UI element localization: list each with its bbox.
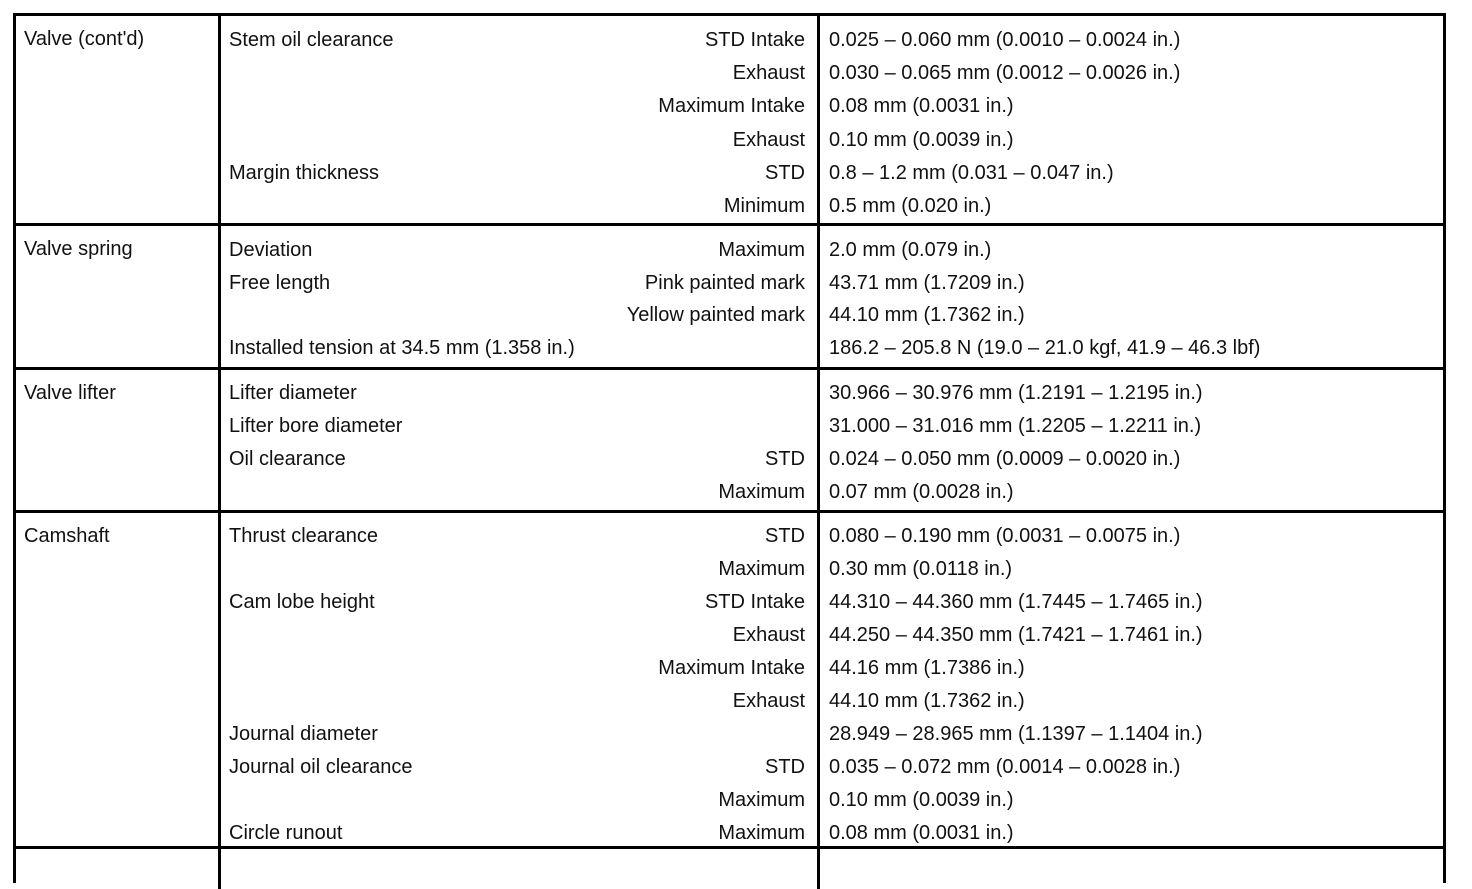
category-label: Valve lifter [24,382,116,404]
item-label: Margin thickness [229,161,380,184]
spec-row [16,90,1443,123]
spec-row [16,157,1443,190]
condition-label: Maximum [718,481,805,503]
spec-value: 0.035 – 0.072 mm (0.0014 – 0.0028 in.) [829,756,1181,778]
spec-value: 44.250 – 44.350 mm (1.7421 – 1.7461 in.) [829,624,1203,646]
condition-label: Maximum [718,239,805,261]
condition-label: Maximum [718,789,805,811]
item-label: Free length [229,271,331,294]
condition-label: Maximum Intake [658,95,805,118]
spec-row [16,57,1443,90]
condition-label: STD Intake [704,29,805,51]
spec-value: 0.10 mm (0.0039 in.) [829,789,1014,811]
spec-value: 30.966 – 30.976 mm (1.2191 – 1.2195 in.) [829,382,1203,404]
item-label: Thrust clearance [229,525,378,547]
spec-value: 44.310 – 44.360 mm (1.7445 – 1.7465 in.) [829,591,1203,613]
condition-label: Yellow painted mark [626,304,805,326]
spec-row [16,685,1443,718]
spec-row [16,443,1443,476]
item-label: Deviation [229,239,313,261]
spec-value: 44.16 mm (1.7386 in.) [829,657,1025,679]
item-label: Lifter bore diameter [229,415,403,437]
condition-label: Exhaust [732,624,805,646]
spec-value: 0.07 mm (0.0028 in.) [829,481,1014,503]
spec-row [16,784,1443,817]
spec-row [16,377,1443,410]
spec-value: 0.08 mm (0.0031 in.) [829,822,1014,844]
spec-row [16,267,1443,300]
spec-row [16,234,1443,267]
condition-label: STD [765,161,805,184]
spec-value: 44.10 mm (1.7362 in.) [829,690,1025,712]
spec-value: 44.10 mm (1.7362 in.) [829,304,1025,326]
spec-section [16,226,1443,370]
spec-value: 186.2 – 205.8 N (19.0 – 21.0 kgf, 41.9 – 46.3 lbf) [829,336,1261,359]
condition-label: Maximum [718,558,805,580]
item-label: Lifter diameter [229,382,357,404]
spec-value: 0.025 – 0.060 mm (0.0010 – 0.0024 in.) [829,29,1181,51]
spec-value: 0.5 mm (0.020 in.) [829,195,992,217]
spec-value: 28.949 – 28.965 mm (1.1397 – 1.1404 in.) [829,723,1203,745]
spec-row [16,817,1443,850]
condition-label: STD [765,448,805,470]
column-divider [817,849,820,889]
spec-row [16,586,1443,619]
item-label: Oil clearance [229,448,346,470]
spec-section [16,370,1443,513]
spec-row [16,190,1443,223]
condition-label: Maximum [718,822,805,844]
item-label: Journal diameter [229,723,378,745]
condition-label: Maximum Intake [658,657,805,679]
spec-row [16,652,1443,685]
spec-row [16,24,1443,57]
condition-label: Exhaust [732,62,805,85]
spec-row [16,553,1443,586]
spec-section [16,849,1443,889]
item-label: Circle runout [229,822,343,844]
spec-value: 0.08 mm (0.0031 in.) [829,95,1014,118]
spec-row [16,718,1443,751]
spec-row [16,124,1443,157]
category-label: Camshaft [24,525,110,547]
spec-row [16,751,1443,784]
condition-label: Exhaust [732,128,805,151]
condition-label: STD [765,756,805,778]
spec-value: 0.10 mm (0.0039 in.) [829,128,1014,151]
condition-label: STD Intake [704,591,805,613]
spec-row [16,476,1443,509]
spec-row [16,410,1443,443]
spec-value: 2.0 mm (0.079 in.) [829,239,992,261]
item-label: Installed tension at 34.5 mm (1.358 in.) [229,336,575,359]
spec-value: 31.000 – 31.016 mm (1.2205 – 1.2211 in.) [829,415,1202,437]
spec-row [16,520,1443,553]
spec-table [13,13,1446,883]
spec-section [16,16,1443,226]
item-label: Cam lobe height [229,591,375,613]
spec-value: 0.8 – 1.2 mm (0.031 – 0.047 in.) [829,161,1114,184]
condition-label: Minimum [723,195,805,217]
category-label: Valve (cont'd) [24,28,145,50]
spec-value: 0.30 mm (0.0118 in.) [829,558,1013,580]
spec-row [16,332,1443,365]
spec-value: 43.71 mm (1.7209 in.) [829,271,1025,294]
item-label: Stem oil clearance [229,29,394,51]
column-divider [218,849,221,889]
spec-value: 0.024 – 0.050 mm (0.0009 – 0.0020 in.) [829,448,1181,470]
condition-label: Exhaust [732,690,805,712]
condition-label: STD [765,525,805,547]
spec-row [16,299,1443,332]
item-label: Journal oil clearance [229,756,413,778]
spec-section [16,513,1443,849]
spec-value: 0.080 – 0.190 mm (0.0031 – 0.0075 in.) [829,525,1181,547]
spec-value: 0.030 – 0.065 mm (0.0012 – 0.0026 in.) [829,62,1181,85]
spec-row [16,619,1443,652]
condition-label: Pink painted mark [644,271,805,294]
category-label: Valve spring [24,238,133,260]
